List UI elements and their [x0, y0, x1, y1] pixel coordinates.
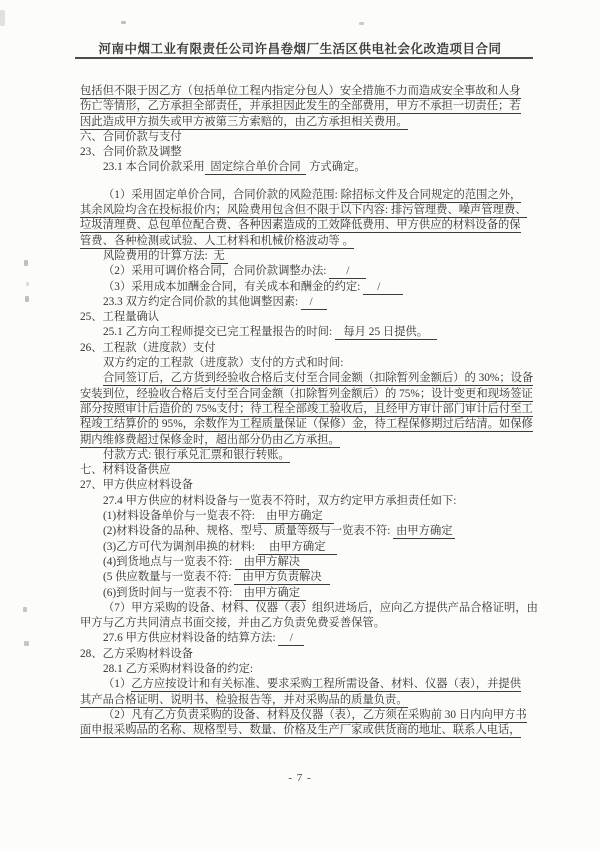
text-segment: 23、合同价款及调整	[80, 146, 182, 159]
text-line	[80, 218, 546, 233]
text-line	[80, 494, 546, 509]
text-line	[80, 417, 546, 432]
filled-blank: 由甲方确定	[257, 540, 337, 553]
text-segment: 风险费用的计算方法:	[103, 249, 211, 262]
text-segment: （1）	[103, 678, 132, 691]
text-line	[80, 130, 546, 145]
filled-blank: 除招标文件及合同规定的范围之外，	[340, 188, 522, 201]
text-segment: （1）采用固定单价合同，合同价款的风险范围:	[103, 188, 341, 201]
text-line	[80, 448, 546, 463]
text-line	[80, 341, 546, 356]
text-line	[80, 478, 546, 493]
text-segment: 七、材料设备供应	[80, 464, 171, 477]
scan-artifact	[0, 10, 5, 26]
text-line	[80, 708, 546, 723]
text-line	[80, 509, 546, 524]
text-line	[80, 463, 546, 478]
contract-body	[80, 84, 546, 738]
text-segment: 28、乙方采购材料设备	[80, 647, 193, 660]
text-line	[80, 188, 546, 203]
text-segment: 双方约定的工程款（进度款）支付的方式和时间:	[103, 357, 344, 370]
text-segment: 甲方与乙方共同清点书面交接，并由乙方负责免费妥善保管。	[80, 617, 386, 630]
text-line	[80, 84, 546, 99]
text-line	[80, 601, 546, 616]
filled-blank: 固定综合单价合同	[204, 161, 307, 174]
filled-blank: /	[301, 295, 327, 308]
text-segment: (1)材料设备单价与一览表不符:	[103, 510, 258, 523]
text-segment: （3）采用成本加酬金合同，有关成本和酬金的约定:	[103, 280, 364, 293]
filled-blank: 其余风险均含在投标报价内；风险费用包含但不限于以下内容: 排污管理费、噪声管理费、	[80, 204, 527, 217]
text-segment: 23.1 本合同价款采用	[103, 161, 205, 174]
text-segment: (6)到货时间与一览表不符:	[103, 586, 236, 599]
scan-artifact	[24, 260, 28, 266]
text-line	[80, 662, 546, 677]
text-line	[80, 99, 546, 114]
filled-blank: 由甲方确定	[235, 586, 306, 599]
filled-blank: 因此造成甲方损失或甲方被第三方索赔的，由乙方承担相关费用。	[80, 115, 408, 128]
text-segment: 26、工程款（进度款）支付	[80, 341, 216, 354]
filled-blank: 由甲方负责解决	[234, 571, 331, 584]
filled-blank: 合同签订后，乙方货到经验收合格后支付至合同金额（扣除暂列金额后）的 30%；设备	[103, 372, 534, 385]
text-line	[80, 325, 546, 340]
text-line	[80, 145, 546, 160]
text-segment: 23.3 双方约定合同价款的其他调整因素:	[103, 295, 302, 308]
text-segment: 27、甲方供应材料设备	[80, 479, 193, 492]
text-segment: （2）	[103, 708, 132, 721]
text-line	[80, 616, 546, 631]
filled-blank: 包括但不限于因乙方（包括单位工程内指定分包人）安全措施不力而造成安全事故和人身	[80, 85, 521, 97]
text-segment: （7）甲方采购的设备、材料、仪器（表）组织进场后，应向乙方提供产品合格证明，由	[103, 601, 538, 614]
filled-blank: 面申报采购品的名称、规格型号、数量、价格及生产厂家或供货商的地址、联系人电话，	[80, 724, 521, 737]
filled-blank: /	[363, 280, 404, 293]
text-line	[80, 693, 546, 708]
text-line	[80, 160, 546, 175]
filled-blank: 凡有乙方负责采购的设备、材料及仪器（表），乙方须在采购前 30 日内向甲方书	[131, 708, 527, 721]
text-line	[80, 115, 546, 130]
text-line	[80, 570, 546, 585]
text-segment: 方式确定。	[306, 161, 366, 174]
text-line	[80, 586, 546, 601]
text-line	[80, 264, 546, 279]
scan-artifact	[23, 607, 27, 612]
text-segment: (3)乙方可代为调剂串换的材料:	[103, 540, 258, 553]
filled-blank: 每月 25 日提供。	[334, 326, 437, 339]
scan-artifact	[121, 21, 126, 24]
text-segment: 六、合同价款与支付	[80, 130, 182, 143]
scan-artifact	[24, 641, 29, 646]
filled-blank: 程竣工结算价的 95%，余数作为工程质量保证（保修）金，待工程保修期过后结清。如保修	[80, 418, 533, 431]
text-line	[80, 387, 546, 402]
text-line	[80, 295, 546, 310]
filled-blank: 付款方式: 银行承兑汇票和银行转账。	[103, 448, 290, 461]
filled-blank: 垃圾清理费、总包单位配合费、各种因素造成的工效降低费用、甲方供应的材料设备的保	[80, 219, 521, 232]
filled-blank: 由甲方解决	[235, 555, 309, 568]
text-line	[80, 402, 546, 417]
text-line	[80, 631, 546, 646]
filled-blank: /	[329, 265, 367, 278]
filled-blank: 由甲方确定	[257, 510, 334, 523]
filled-blank: 乙方应按设计和有关标准、要求采购工程所需设备、材料、仪器（表），并提供	[131, 678, 521, 691]
text-segment: （2）采用可调价格合同，合同价款调整办法:	[103, 265, 330, 278]
text-line	[80, 203, 546, 218]
filled-blank: 由甲方确定	[393, 525, 456, 538]
text-line	[80, 280, 546, 295]
text-segment: 27.6 甲方供应材料设备的结算方法:	[103, 632, 279, 645]
text-line	[80, 540, 546, 555]
filled-blank: 其产品合格证明、说明书、检验报告等，并对采购品的质量负责。	[80, 693, 408, 706]
document-title: 河南中烟工业有限责任公司许昌卷烟厂生活区供电社会化改造项目合同	[98, 42, 502, 56]
filled-blank: 无	[210, 249, 228, 262]
filled-blank: /	[278, 632, 305, 645]
text-segment: 27.4 甲方供应的材料设备与一览表不符时，双方约定甲方承担责任如下:	[103, 494, 457, 507]
filled-blank: 期内维修费超过保修金时，超出部分仍由乙方承担。	[80, 433, 340, 446]
blank-line	[80, 176, 546, 188]
text-line	[80, 356, 546, 371]
text-line	[80, 677, 546, 692]
text-line	[80, 249, 546, 264]
scan-artifact	[26, 282, 29, 286]
text-line	[80, 234, 546, 249]
text-line	[80, 310, 546, 325]
text-line	[80, 524, 546, 539]
scan-artifact	[25, 296, 29, 302]
text-line	[80, 371, 546, 386]
text-segment: (2)材料设备的品种、规格、型号、质量等级与一览表不符:	[103, 525, 394, 538]
text-segment: 25、工程量确认	[80, 311, 160, 324]
title-underline-rule	[75, 57, 533, 59]
filled-blank: 管费、各种检测或试验、人工材料和机械价格波动等 。	[80, 234, 354, 247]
filled-blank: 部分按照审计后造价的 75%支付；待工程全部竣工验收后，且经甲方审计部门审计后付至工	[80, 402, 533, 415]
filled-blank: 安装到位，经验收合格后支付至合同金额（扣除暂列金额后）的 75%；设计变更和现场签证	[80, 387, 533, 400]
filled-blank: 伤亡等情形，乙方承担全部责任，并承担因此发生的全部费用，甲方不承担一切责任；若	[80, 100, 521, 113]
text-segment: 28.1 乙方采购材料设备的约定:	[103, 662, 253, 675]
text-segment: 25.1 乙方向工程师提交已完工程量报告的时间:	[103, 326, 335, 339]
text-line	[80, 723, 546, 738]
text-line	[80, 555, 546, 570]
scan-artifact	[359, 22, 364, 25]
text-line	[80, 647, 546, 662]
page-number: - 7 -	[288, 772, 312, 784]
text-line	[80, 433, 546, 448]
text-segment: (4)到货地点与一览表不符:	[103, 555, 236, 568]
text-segment: (5 供应数量与一览表不符:	[103, 571, 235, 584]
